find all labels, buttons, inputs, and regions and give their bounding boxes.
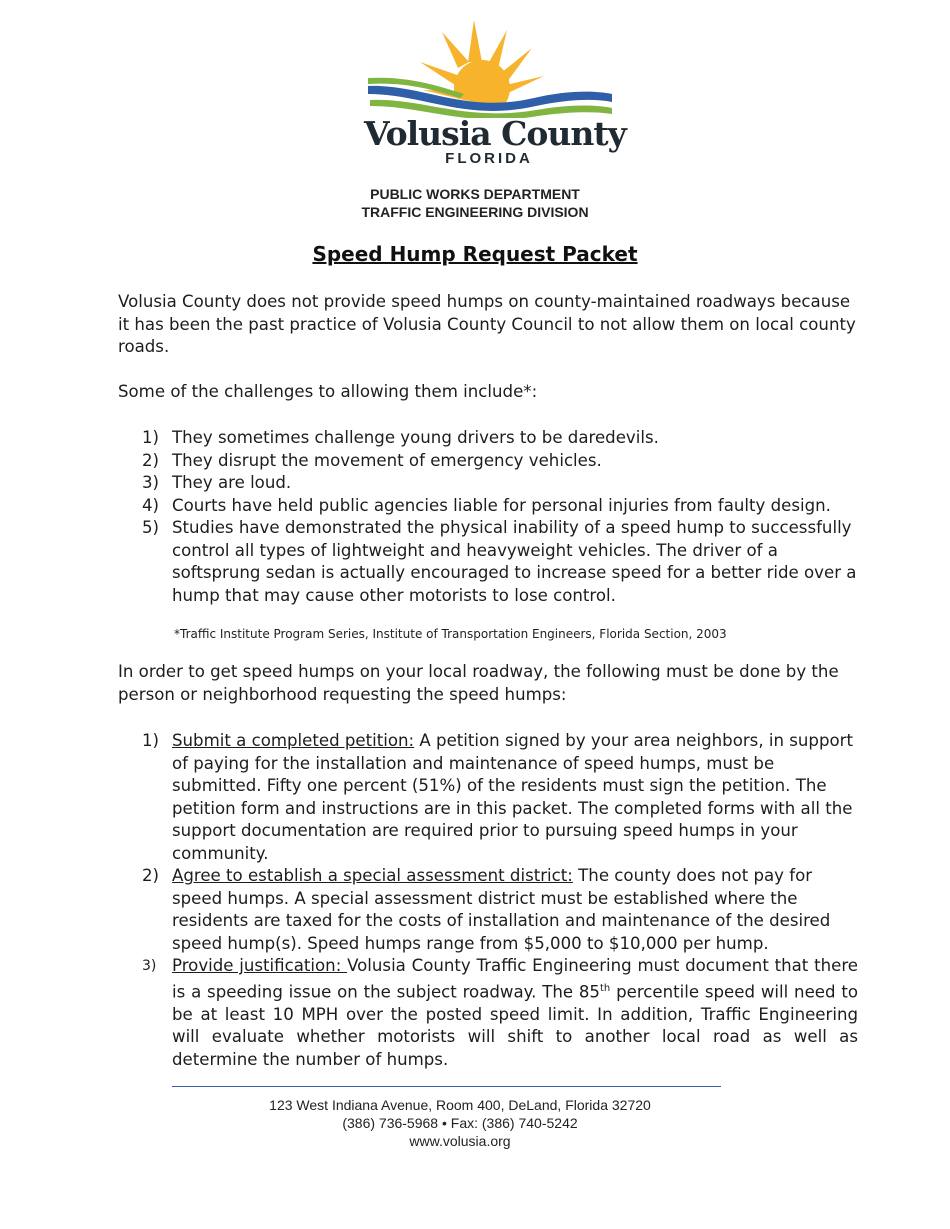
list-number: 4) xyxy=(142,495,160,515)
list-item xyxy=(118,495,858,518)
logo-county-name: Volusia County xyxy=(364,114,626,153)
intro-paragraph: Volusia County does not provide speed humps on county-maintained roadways because it has been the past practice of Volusia County Council to not allow them on local county roads. xyxy=(118,292,856,356)
footer-address: 123 West Indiana Avenue, Room 400, DeLand, Florida 32720 xyxy=(269,1097,651,1113)
footer-website[interactable]: www.volusia.org xyxy=(409,1133,511,1149)
list-item xyxy=(118,472,858,495)
footer-contact xyxy=(0,1115,920,1131)
requirements-list xyxy=(118,730,858,1071)
requirement-text: The county does not pay for speed humps. A special assessment district must be established where the residents are taxed for the costs of installation and maintenance of the desired speed hump(s). Speed humps range from $5,000 to $10,000 per hump. xyxy=(172,866,831,953)
requirement-heading: Submit a completed petition: xyxy=(172,731,415,750)
page-title: Speed Hump Request Packet xyxy=(312,242,638,266)
list-item xyxy=(118,450,858,473)
challenges-intro: Some of the challenges to allowing them include*: xyxy=(118,382,538,401)
list-number: 1) xyxy=(142,428,160,447)
list-text: They disrupt the movement of emergency vehicles. xyxy=(172,450,602,470)
list-number: 2) xyxy=(142,450,160,470)
list-number: 3) xyxy=(142,958,157,974)
challenges-list xyxy=(118,427,858,607)
division-name: TRAFFIC ENGINEERING DIVISION xyxy=(361,204,589,220)
list-item xyxy=(118,427,858,450)
list-item xyxy=(118,955,858,1071)
logo-state-name: FLORIDA xyxy=(445,150,533,167)
footer-fax: Fax: (386) 740-5242 xyxy=(450,1115,578,1131)
sun-wave-logo-icon xyxy=(364,18,614,118)
footer-divider xyxy=(172,1086,721,1087)
requirements-intro: In order to get speed humps on your local roadway, the following must be done by the person or neighborhood requesting the speed humps: xyxy=(118,662,839,704)
requirement-heading: Agree to establish a special assessment district: xyxy=(172,866,573,885)
superscript: th xyxy=(600,982,611,994)
department-name: PUBLIC WORKS DEPARTMENT xyxy=(370,186,580,202)
list-text: Studies have demonstrated the physical inability of a speed hump to successfully control all types of lightweight and heavyweight vehicles. The driver of a softsprung sedan is actually encouraged to increase speed for a better ride over a hump that may cause other motorists to lose control. xyxy=(172,518,857,605)
list-number: 5) xyxy=(142,518,160,537)
list-number: 1) xyxy=(142,731,160,750)
list-text: They sometimes challenge young drivers to be daredevils. xyxy=(172,428,659,447)
requirement-text: A petition signed by your area neighbors, in support of paying for the installation and maintenance of speed humps, must be submitted. Fifty one percent (51%) of the residents must sign the petition. The petition form and instructions are in this packet. The completed forms with all the support documentation are required prior to pursuing speed humps in your community. xyxy=(172,731,853,863)
list-number: 3) xyxy=(142,473,160,492)
list-item xyxy=(118,865,858,955)
requirement-text-cont: percentile speed will need to be at least 10 MPH over the posted speed limit. In addition, Traffic Engineering will evaluate whether motorists will shift to another local road as well as determine the number of humps. xyxy=(172,982,858,1069)
footer-phone: (386) 736-5968 xyxy=(342,1115,439,1131)
list-number: 2) xyxy=(142,866,160,885)
list-text: They are loud. xyxy=(172,473,292,492)
volusia-county-logo xyxy=(364,18,626,170)
requirement-heading: Provide justification: xyxy=(172,956,348,975)
footer-separator: • xyxy=(441,1115,447,1131)
requirement-text: Volusia County Traffic Engineering must document that there is a speeding issue on the subject roadway. The 85 xyxy=(172,956,858,1002)
list-item xyxy=(118,517,858,607)
footnote: *Traffic Institute Program Series, Institute of Transportation Engineers, Florida Section, 2003 xyxy=(174,627,727,641)
list-text: Courts have held public agencies liable for personal injuries from faulty design. xyxy=(172,495,831,515)
list-item xyxy=(118,730,858,865)
